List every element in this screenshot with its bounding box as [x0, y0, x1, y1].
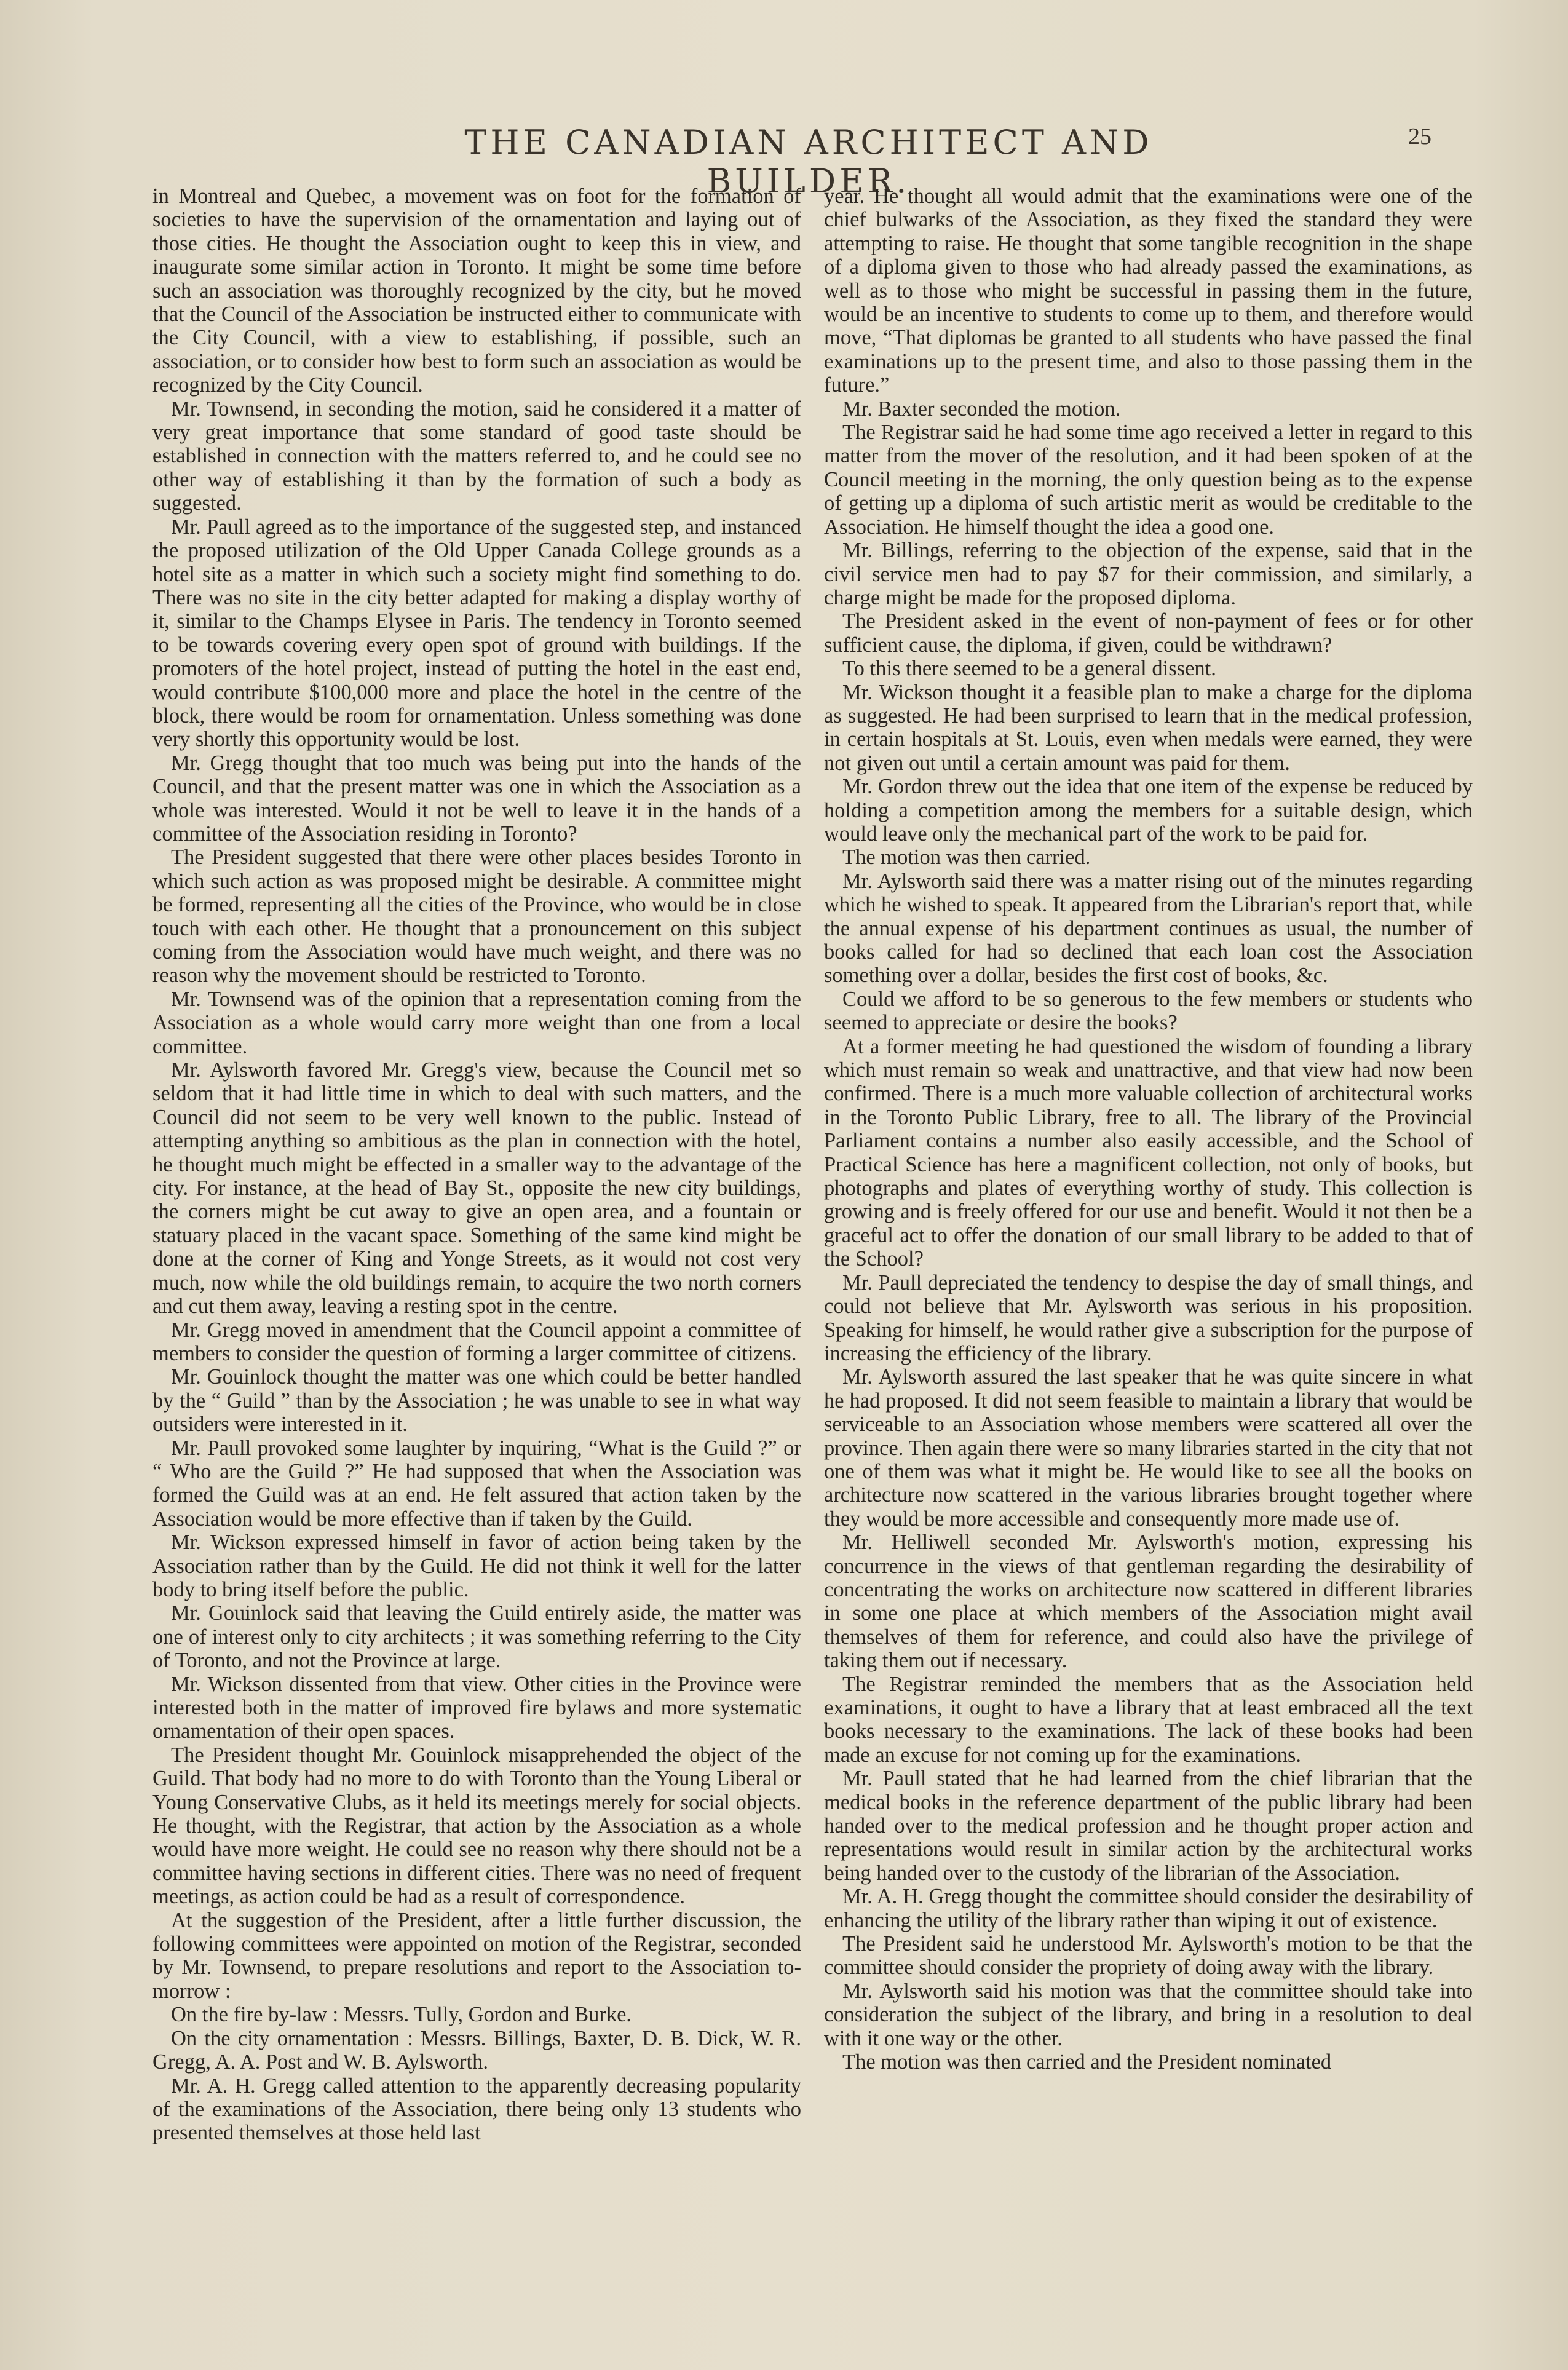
paragraph: Mr. A. H. Gregg thought the committee should consider the desirability of enhancing the utility of the library rather than wiping it out of existence. [824, 1885, 1473, 1932]
paragraph: Mr. Gouinlock thought the matter was one which could be better handled by the “ Guild ” than by the Association ; he was unable to see in what way outsiders were interested in it. [152, 1365, 801, 1437]
paragraph: Mr. Gregg thought that too much was being put into the hands of the Council, and that the present matter was one in which the Association as a whole was interested. Would it not be well to leave it in the hands of a committee of the Association residing in Toronto? [152, 751, 801, 846]
left-column [152, 184, 801, 2337]
paragraph: Mr. Aylsworth said his motion was that the committee should take into consideration the subject of the library, and bring in a resolution to deal with it one way or the other. [824, 1979, 1473, 2050]
page-number: 25 [1408, 124, 1431, 149]
paragraph: The President thought Mr. Gouinlock misapprehended the object of the Guild. That body had no more to do with Toronto than the Young Liberal or Young Conservative Clubs, as it held its meetings merely for social objects. He thought, with the Registrar, that action by the Association as a whole would have more weight. He could see no reason why there should not be a committee having sections in different cities. There was no need of frequent meetings, as action could be had as a result of correspondence. [152, 1743, 801, 1909]
paragraph: At a former meeting he had questioned the wisdom of founding a library which must remain so weak and unattractive, and that view had now been confirmed. There is a much more valuable collection of architectural works in the Toronto Public Library, free to all. The library of the Provincial Parliament contains a number also easily accessible, and the School of Practical Science has here a magnificent collection, not only of books, but photographs and plates of everything worthy of study. This collection is growing and is freely offered for our use and benefit. Would it not then be a graceful act to offer the donation of our small library to be added to that of the School? [824, 1034, 1473, 1271]
paragraph: The President asked in the event of non-payment of fees or for other sufficient cause, the diploma, if given, could be withdrawn? [824, 609, 1473, 657]
paragraph: The President suggested that there were other places besides Toronto in which such action as was proposed might be desirable. A committee might be formed, representing all the cities of the Province, who would be in close touch with each other. He thought that a pronouncement on this subject coming from the Association would have much weight, and there was no reason why the movement should be restricted to Toronto. [152, 846, 801, 988]
paragraph: The Registrar said he had some time ago received a letter in regard to this matter from the mover of the resolution, and it had been spoken of at the Council meeting in the morning, the only question being as to the expense of getting up a diploma of such artistic merit as would be creditable to the Association. He himself thought the idea a good one. [824, 421, 1473, 539]
paragraph: Mr. Gregg moved in amendment that the Council appoint a committee of members to consider the question of forming a larger committee of citizens. [152, 1318, 801, 1365]
paragraph: Mr. Paull agreed as to the importance of the suggested step, and instanced the proposed utilization of the Old Upper Canada College grounds as a hotel site as a matter in which such a society might find something to do. There was no site in the city better adapted for making a display worthy of it, similar to the Champs Elysee in Paris. The tendency in Toronto seemed to be towards covering every open spot of ground with buildings. If the promoters of the hotel project, instead of putting the hotel in the east end, would contribute $100,000 more and place the hotel in the centre of the block, there would be room for ornamentation. Unless something was done very shortly this opportunity would be lost. [152, 515, 801, 751]
paragraph: The motion was then carried and the President nominated [842, 2050, 1332, 2074]
page-header [0, 123, 1568, 200]
paragraph: Mr. Wickson expressed himself in favor of action being taken by the Association rather than by the Guild. He did not think it well for the latter body to bring itself before the public. [152, 1531, 801, 1601]
paragraph: The motion was then carried. [842, 846, 1091, 870]
paragraph: Mr. Aylsworth said there was a matter rising out of the minutes regarding which he wished to speak. It appeared from the Librarian's report that, while the annual expense of his department continues as usual, the number of books called for had so declined that each loan cost the Association something over a dollar, besides the first cost of books, &c. [824, 869, 1473, 988]
paragraph: On the city ornamentation : Messrs. Billings, Baxter, D. B. Dick, W. R. Gregg, A. A. Post and W. B. Aylsworth. [152, 2026, 801, 2074]
paragraph: On the fire by-law : Messrs. Tully, Gordon and Burke. [171, 2003, 632, 2027]
paragraph: Mr. Townsend was of the opinion that a representation coming from the Association as a whole would carry more weight than one from a local committee. [152, 987, 801, 1058]
masthead-title: THE CANADIAN ARCHITECT AND BUILDER. [464, 123, 1153, 200]
paragraph: Mr. Paull depreciated the tendency to despise the day of small things, and could not believe that Mr. Aylsworth was serious in his proposition. Speaking for himself, he would rather give a subscription for the purpose of increasing the efficiency of the library. [824, 1270, 1473, 1365]
paragraph: Mr. Wickson thought it a feasible plan to make a charge for the diploma as suggested. He had been surprised to learn that in the medical profession, in certain hospitals at St. Louis, even when medals were earned, they were not given out until a certain amount was paid for them. [824, 680, 1473, 775]
paragraph: Mr. Townsend, in seconding the motion, said he considered it a matter of very great importance that some standard of good taste should be established in connection with the matters referred to, and he could see no other way of establishing it than by the formation of such a body as suggested. [152, 397, 801, 515]
paragraph: The Registrar reminded the members that as the Association held examinations, it ought to have a library that at least embraced all the text books necessary to the examinations. The lack of these books had been made an excuse for not coming up for the examinations. [824, 1672, 1473, 1767]
paragraph: To this there seemed to be a general dissent. [842, 657, 1216, 681]
paragraph: Mr. Wickson dissented from that view. Other cities in the Province were interested both in the matter of improved fire bylaws and more systematic ornamentation of their open spaces. [152, 1672, 801, 1743]
paragraph: The President said he understood Mr. Aylsworth's motion to be that the committee should consider the propriety of doing away with the library. [824, 1932, 1473, 1980]
paragraph: in Montreal and Quebec, a movement was on foot for the formation of societies to have the supervision of the ornamentation and laying out of those cities. He thought the Association ought to keep this in view, and inaugurate some similar action in Toronto. It might be some time before such an association was thoroughly recognized by the city, but he moved that the Council of the Association be instructed either to communicate with the City Council, with a view to establishing, if possible, such an association, or to consider how best to form such an association as would be recognized by the City Council. [152, 184, 801, 397]
paragraph: Mr. Gouinlock said that leaving the Guild entirely aside, the matter was one of interest only to city architects ; it was something referring to the City of Toronto, and not the Province at large. [152, 1601, 801, 1673]
paragraph: Mr. Paull stated that he had learned from the chief librarian that the medical books in the reference department of the public library had been handed over to the medical profession and he thought proper action and representations would result in similar action by the architectural works being handed over to the custody of the librarian of the Association. [824, 1767, 1473, 1885]
paragraph: Mr. Helliwell seconded Mr. Aylsworth's motion, expressing his concurrence in the views of that gentleman regarding the desirability of concentrating the works on architecture now scattered in different libraries in some one place at which members of the Association might avail themselves of them for reference, and could also have the privilege of taking them out if necessary. [824, 1531, 1473, 1673]
paragraph: year. He thought all would admit that the examinations were one of the chief bulwarks of the Association, as they fixed the standard they were attempting to raise. He thought that some tangible recognition in the shape of a diploma given to those who had already passed the examinations, as well as to those who might be successful in passing them in the future, would be an incentive to students to come up to them, and therefore would move, “That diplomas be granted to all students who have passed the final examinations up to the present time, and also to those passing them in the future.” [824, 184, 1473, 397]
paragraph: Mr. Aylsworth favored Mr. Gregg's view, because the Council met so seldom that it had little time in which to deal with such matters, and the Council did not seem to be very well known to the public. Instead of attempting anything so ambitious as the plan in connection with the hotel, he thought much might be effected in a smaller way to the advantage of the city. For instance, at the head of Bay St., opposite the new city buildings, the corners might be cut away to give an open area, and a fountain or statuary placed in the vacant space. Something of the same kind might be done at the corner of King and Yonge Streets, as it would not cost very much, now while the old buildings remain, to acquire the two north corners and cut them away, leaving a resting spot in the centre. [152, 1058, 801, 1318]
paragraph: Mr. A. H. Gregg called attention to the apparently decreasing popularity of the examinations of the Association, there being only 13 students who presented themselves at those held last [152, 2074, 801, 2145]
paragraph: Could we afford to be so generous to the few members or students who seemed to appreciate or desire the books? [824, 987, 1473, 1035]
paragraph: Mr. Paull provoked some laughter by inquiring, “What is the Guild ?” or “ Who are the Guild ?” He had supposed that when the Association was formed the Guild was at an end. He felt assured that action taken by the Association would be more effective than if taken by the Guild. [152, 1436, 801, 1531]
paragraph: At the suggestion of the President, after a little further discussion, the following committees were appointed on motion of the Registrar, seconded by Mr. Townsend, to prepare resolutions and report to the Association to-morrow : [152, 1908, 801, 2003]
paragraph: Mr. Aylsworth assured the last speaker that he was quite sincere in what he had proposed. It did not seem feasible to maintain a library that would be serviceable to an Association whose members were scattered all over the province. Then again there were so many libraries started in the city that not one of them was what it might be. He would like to see all the books on architecture now scattered in the various libraries brought together where they would be more accessible and consequently more made use of. [824, 1365, 1473, 1531]
paragraph: Mr. Billings, referring to the objection of the expense, said that in the civil service men had to pay $7 for their commission, and similarly, a charge might be made for the proposed diploma. [824, 539, 1473, 609]
right-column [824, 184, 1473, 2337]
paragraph: Mr. Gordon threw out the idea that one item of the expense be reduced by holding a competition among the members for a suitable design, which would leave only the mechanical part of the work to be paid for. [824, 775, 1473, 846]
paragraph: Mr. Baxter seconded the motion. [842, 397, 1121, 421]
